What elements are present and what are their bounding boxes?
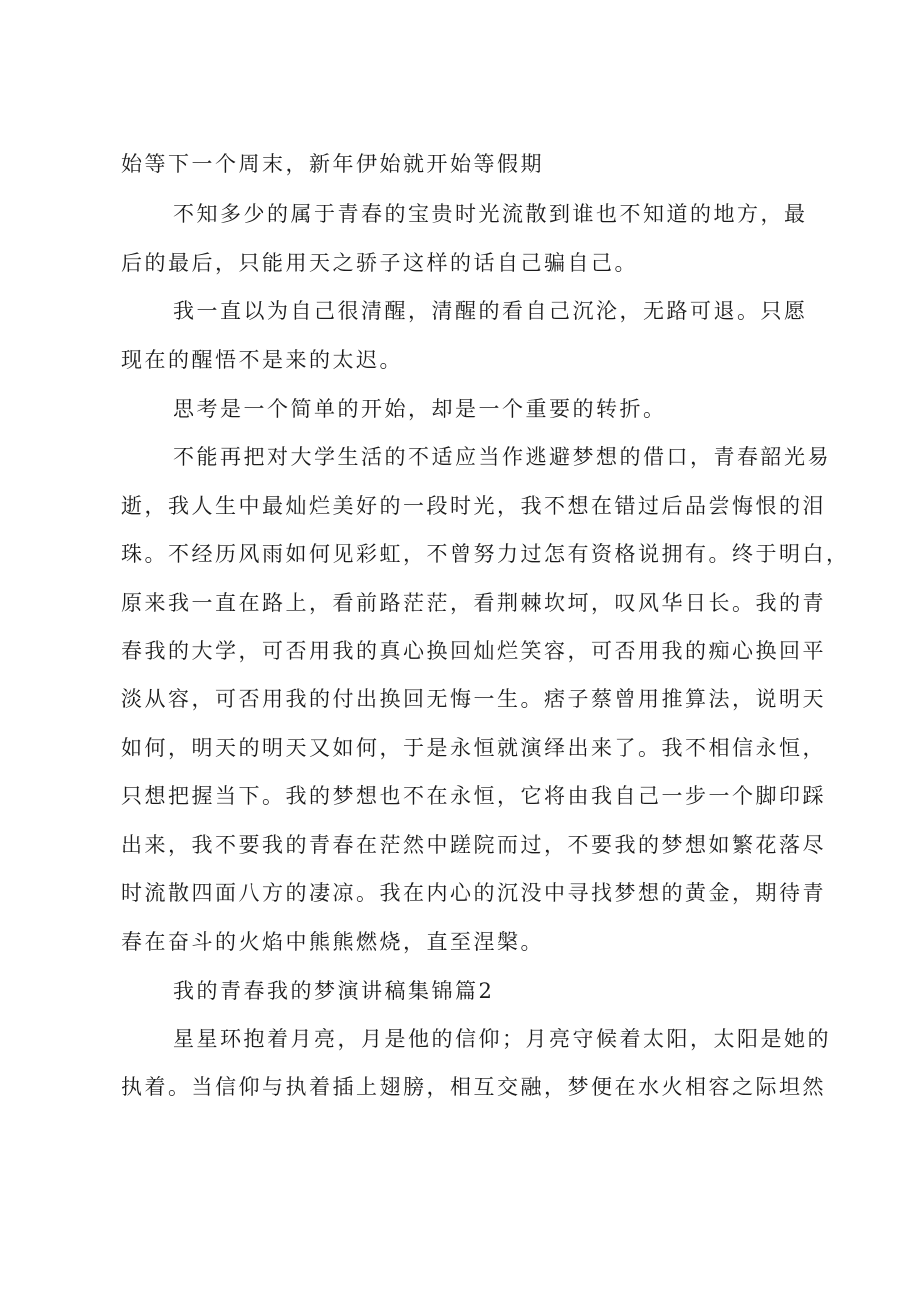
text-line: 执着。当信仰与执着插上翅膀，相互交融，梦便在水火相容之际坦然 (121, 1075, 826, 1099)
text-line: 出来，我不要我的青春在茫然中蹉院而过，不要我的梦想如繁花落尽 (121, 833, 826, 857)
text-line: 春在奋斗的火焰中熊熊燃烧，直至涅槃。 (121, 930, 544, 954)
text-line: 原来我一直在路上，看前路茫茫，看荆棘坎坷，叹风华日长。我的青 (121, 591, 826, 615)
text-line: 不知多少的属于青春的宝贵时光流散到谁也不知道的地方，最 (173, 202, 808, 226)
text-line: 星星环抱着月亮，月是他的信仰；月亮守候着太阳，太阳是她的 (173, 1027, 831, 1051)
text-line: 后的最后，只能用天之骄子这样的话自己骗自己。 (121, 251, 638, 275)
text-line: 我一直以为自己很清醒，清醒的看自己沉沦，无路可退。只愿 (173, 299, 808, 323)
text-line: 春我的大学，可否用我的真心换回灿烂笑容，可否用我的痴心换回平 (121, 639, 826, 663)
text-line: 逝，我人生中最灿烂美好的一段时光，我不想在错过后品尝悔恨的泪 (121, 494, 826, 518)
text-line: 如何，明天的明天又如何，于是永恒就演绎出来了。我不相信永恒， (121, 736, 826, 760)
text-line: 珠。不经历风雨如何见彩虹，不曾努力过怎有资格说拥有。终于明白， (121, 542, 850, 566)
text-line: 只想把握当下。我的梦想也不在永恒，它将由我自己一步一个脚印踩 (121, 784, 826, 808)
text-line: 现在的醒悟不是来的太迟。 (121, 348, 403, 372)
text-line: 淡从容，可否用我的付出换回无悔一生。痞子蔡曾用推算法，说明天 (121, 687, 826, 711)
text-line: 时流散四面八方的凄凉。我在内心的沉没中寻找梦想的黄金，期待青 (121, 881, 826, 905)
text-line: 始等下一个周末，新年伊始就开始等假期 (121, 152, 544, 176)
text-line: 不能再把对大学生活的不适应当作逃避梦想的借口，青春韶光易 (173, 445, 831, 469)
text-line: 思考是一个简单的开始，却是一个重要的转折。 (173, 397, 667, 421)
section-heading: 我的青春我的梦演讲稿集锦篇2 (173, 979, 495, 1003)
